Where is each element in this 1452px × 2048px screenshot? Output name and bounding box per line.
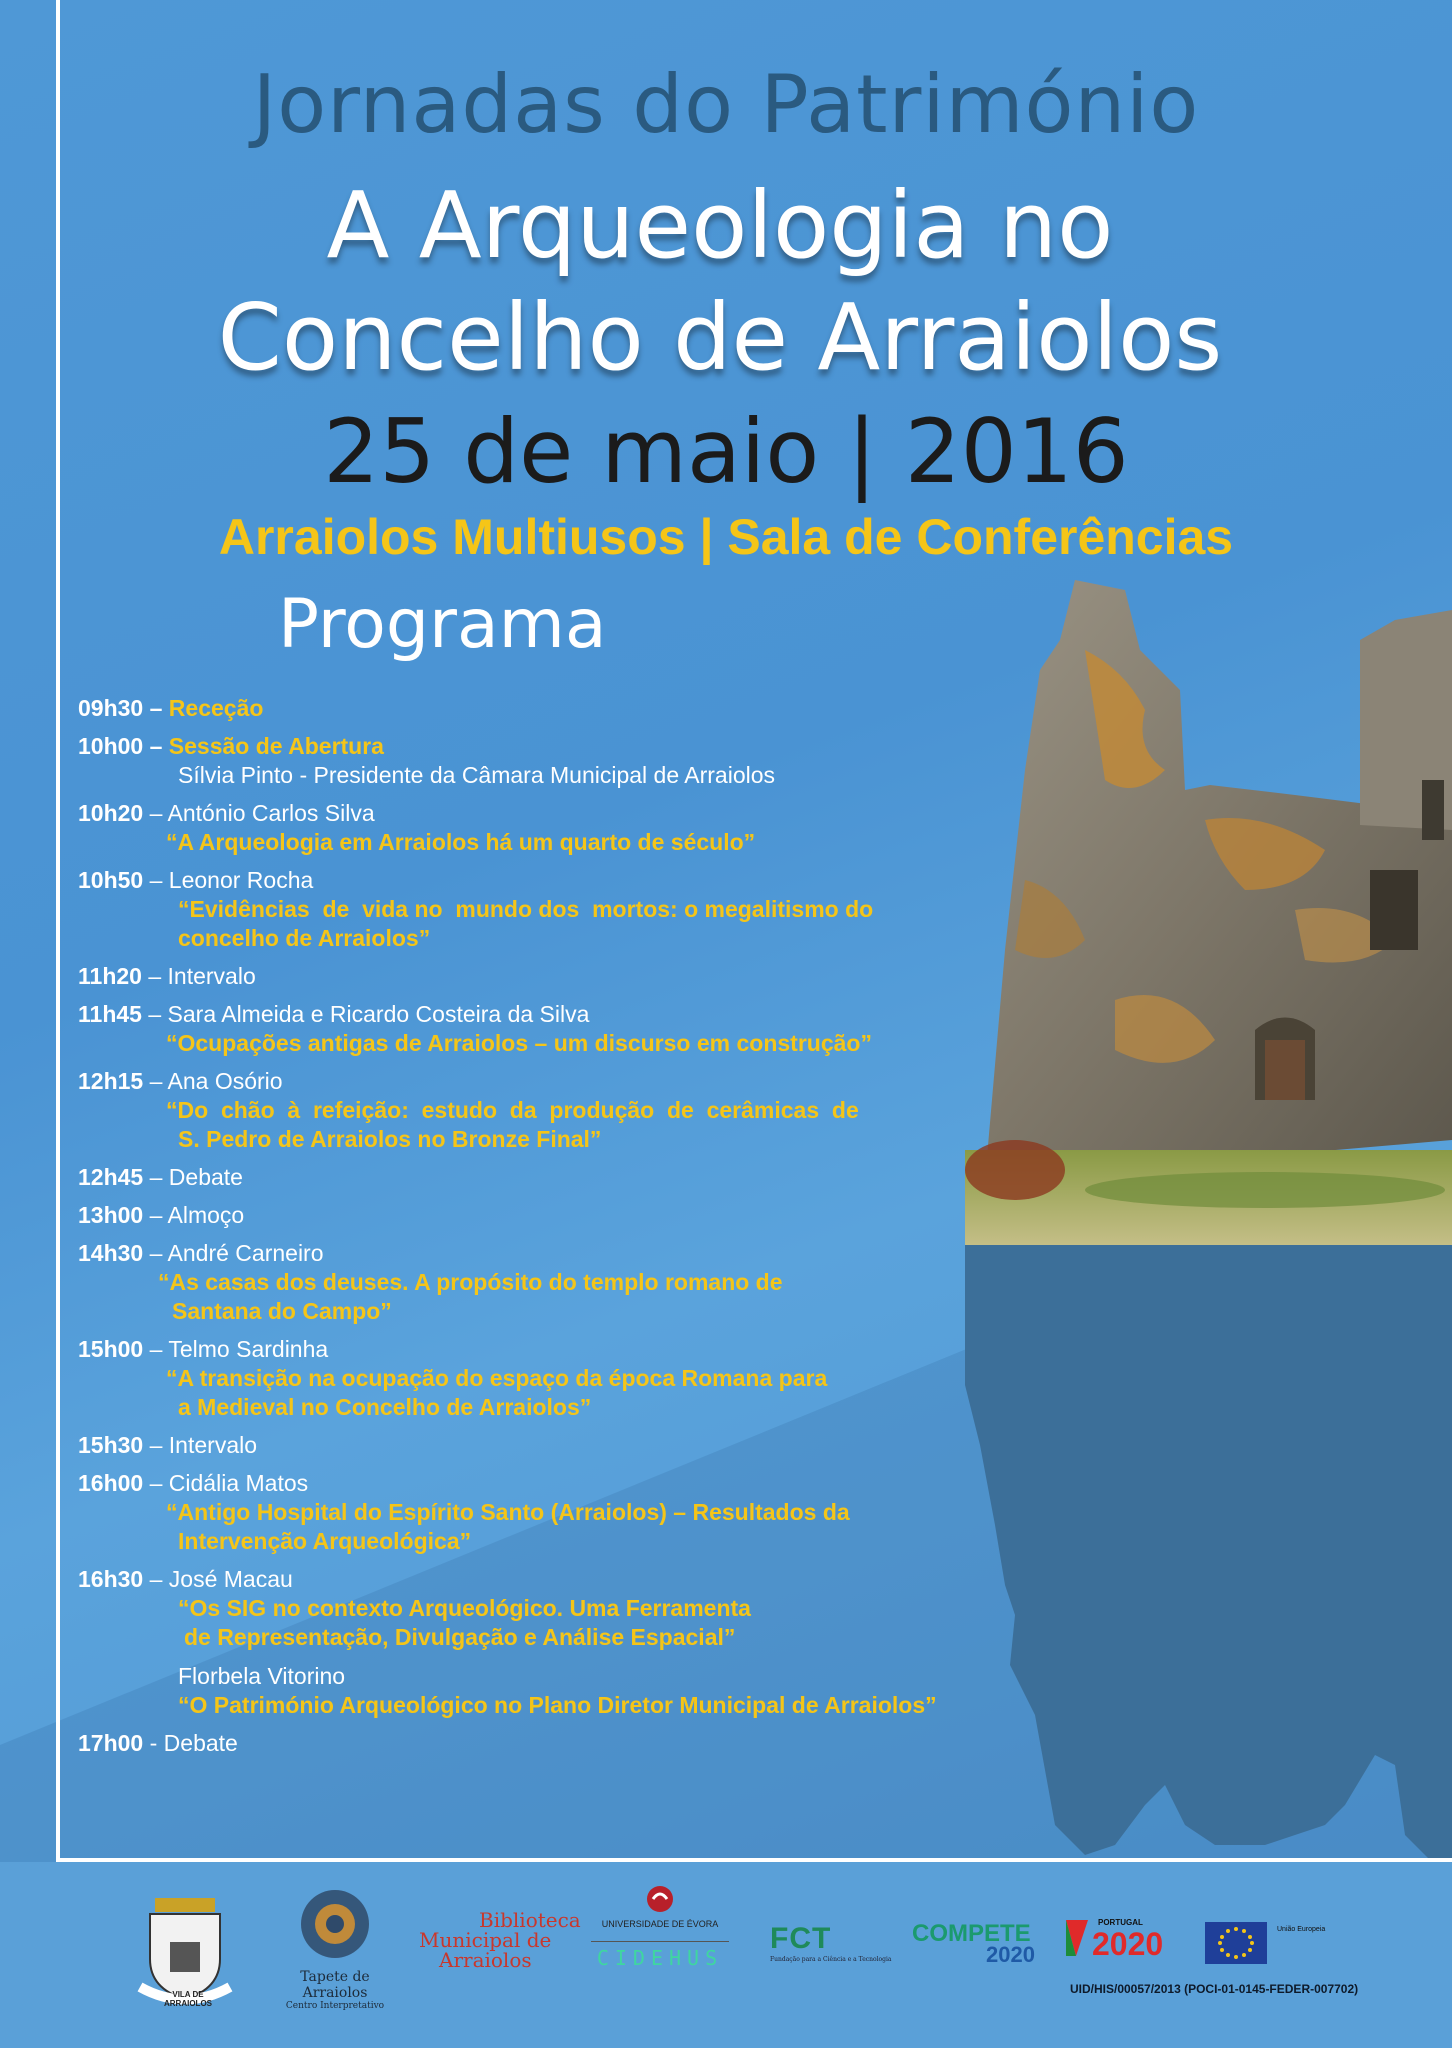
talk-title-line: de Representação, Divulgação e Análise Espacial”: [184, 1624, 736, 1650]
compete-2020-logo: [912, 1920, 1052, 1980]
schedule-detail: Sílvia Pinto - Presidente da Câmara Municipal de Arraiolos: [178, 762, 776, 788]
funding-reference: UID/HIS/00057/2013 (POCI-01-0145-FEDER-007702): [1070, 1982, 1359, 1996]
schedule-sep: –: [143, 1336, 169, 1362]
uevora-cidehus-logo: [585, 1884, 735, 2034]
schedule-title: Debate: [163, 1730, 238, 1756]
biblioteca-word1: Biblioteca: [479, 1908, 581, 1932]
schedule-speaker: Telmo Sardinha: [168, 1336, 329, 1362]
tapete-subtitle: Centro Interpretativo: [285, 2001, 385, 2011]
talk-title-line: “Evidências de vida no mundo dos mortos: o megalitismo do: [178, 896, 874, 922]
event-venue: Arraiolos Multiusos | Sala de Conferências: [218, 509, 1234, 565]
schedule-sep: –: [141, 1001, 168, 1027]
schedule-title: Intervalo: [167, 963, 256, 989]
schedule-speaker: André Carneiro: [167, 1240, 324, 1266]
schedule-item: [78, 732, 978, 790]
arraiolos-crest-logo: [130, 1892, 240, 2012]
fct-logo: [770, 1922, 900, 1982]
uevora-label: UNIVERSIDADE DE ÉVORA: [601, 1919, 719, 1929]
uevora-emblem-icon: [645, 1884, 675, 1914]
sponsor-logos: [0, 1862, 1452, 2048]
schedule-time: 10h50: [78, 867, 144, 893]
schedule-item: [78, 1729, 978, 1758]
schedule-sep: –: [141, 963, 168, 989]
schedule-time: 13h00: [78, 1202, 144, 1228]
schedule-sep: –: [143, 800, 168, 826]
fct-subtitle: Fundação para a Ciência e a Tecnologia: [770, 1956, 892, 1963]
crest-label: VILA DE ARRAIOLOS: [164, 1990, 212, 2008]
schedule-sep: -: [143, 1730, 164, 1756]
schedule-time: 15h00: [78, 1336, 144, 1362]
schedule-speaker: António Carlos Silva: [167, 800, 375, 826]
schedule-time: 10h00: [78, 733, 144, 759]
schedule-time: 10h20: [78, 800, 144, 826]
talk-title-line: “O Património Arqueológico no Plano Diretor Municipal de Arraiolos”: [178, 1692, 937, 1718]
portugal-2020-logo: [1062, 1918, 1197, 1978]
schedule-item: [78, 1163, 978, 1192]
castle-ruin-photo: [965, 580, 1452, 1250]
schedule-time: 16h30: [78, 1566, 144, 1592]
portugal-label: PORTUGAL: [1098, 1918, 1143, 1927]
talk-title-line: Santana do Campo”: [172, 1298, 392, 1324]
talk-title-line: “Os SIG no contexto Arqueológico. Uma Ferramenta: [178, 1595, 751, 1621]
eu-label: União Europeia: [1277, 1926, 1326, 1933]
schedule-item: [78, 962, 978, 991]
schedule-time: 17h00: [78, 1730, 144, 1756]
schedule-item: [78, 1431, 978, 1460]
biblioteca-word2: Municipal: [419, 1928, 521, 1952]
schedule-time: 12h15: [78, 1068, 144, 1094]
tapete-logo: [270, 1884, 400, 2024]
schedule-sep: –: [143, 867, 169, 893]
event-main-title: [100, 170, 1340, 394]
schedule-sep: –: [143, 1202, 168, 1228]
schedule-sep: –: [143, 695, 169, 721]
talk-title-line: “A Arqueologia em Arraiolos há um quarto de século”: [166, 829, 756, 855]
schedule-time: 16h00: [78, 1470, 144, 1496]
schedule-title: Almoço: [167, 1202, 245, 1228]
schedule-sep: –: [143, 733, 169, 759]
schedule-sep: –: [143, 1566, 169, 1592]
compete-mark: COMPETE: [912, 1920, 1031, 1947]
schedule-time: 09h30: [78, 695, 144, 721]
event-series-title: Jornadas do Património: [252, 58, 1200, 151]
schedule-item: [78, 1239, 978, 1326]
schedule-item: [78, 799, 978, 857]
schedule-item: [78, 1469, 978, 1556]
schedule-time: 14h30: [78, 1240, 144, 1266]
cidehus-label: CIDEHUS: [596, 1946, 724, 1970]
left-border-rule: [56, 0, 60, 1862]
ruin-silhouette-shape: [965, 1245, 1452, 1865]
schedule-item: [78, 866, 978, 953]
biblioteca-word3: de: [526, 1928, 552, 1952]
biblioteca-word4: Arraiolos: [439, 1948, 532, 1972]
schedule-speaker: Sara Almeida e Ricardo Costeira da Silva: [167, 1001, 590, 1027]
schedule-sep: –: [143, 1432, 169, 1458]
eu-logo: [1205, 1922, 1355, 1972]
schedule-item: [78, 1067, 978, 1154]
compete-year: 2020: [986, 1942, 1035, 1967]
schedule-time: 11h20: [78, 963, 142, 989]
schedule-speaker: José Macau: [168, 1566, 293, 1592]
schedule-item: [78, 1201, 978, 1230]
event-date: 25 de maio | 2016: [323, 400, 1129, 503]
portugal-year: 2020: [1092, 1926, 1164, 1962]
program-heading: Programa: [278, 585, 607, 664]
tapete-emblem-icon: [295, 1884, 375, 1964]
main-title-line2: Concelho de Arraiolos: [217, 284, 1223, 391]
schedule-title: Sessão de Abertura: [168, 733, 384, 759]
biblioteca-logo: [415, 1908, 581, 2010]
schedule-title: Receção: [168, 695, 264, 721]
talk-title-line: “Antigo Hospital do Espírito Santo (Arraiolos) – Resultados da: [166, 1499, 850, 1525]
schedule-time: 12h45: [78, 1164, 144, 1190]
talk-title-line: a Medieval no Concelho de Arraiolos”: [178, 1394, 592, 1420]
talk-title-line: “Do chão à refeição: estudo da produção de cerâmicas de: [166, 1097, 859, 1123]
schedule-speaker: Cidália Matos: [168, 1470, 309, 1496]
schedule-speaker: Leonor Rocha: [168, 867, 314, 893]
schedule-sep: –: [143, 1240, 168, 1266]
schedule-time: 11h45: [78, 1001, 142, 1027]
schedule-title: Intervalo: [168, 1432, 258, 1458]
talk-title-line: Intervenção Arqueológica”: [178, 1528, 472, 1554]
schedule-sep: –: [143, 1164, 169, 1190]
schedule-item: [78, 694, 978, 723]
schedule-sep: –: [143, 1470, 169, 1496]
talk-title-line: S. Pedro de Arraiolos no Bronze Final”: [178, 1126, 602, 1152]
tapete-name: Tapete de Arraiolos: [300, 1969, 370, 2001]
schedule-item: [78, 1565, 978, 1720]
portugal-mark-icon: [1062, 1918, 1092, 1958]
fct-mark: FCT: [770, 1922, 832, 1955]
schedule-item: [78, 1335, 978, 1422]
talk-title-line: “Ocupações antigas de Arraiolos – um discurso em construção”: [166, 1030, 872, 1056]
schedule-item: [78, 1000, 978, 1058]
schedule-speaker: Florbela Vitorino: [178, 1663, 346, 1689]
schedule-speaker: Ana Osório: [167, 1068, 283, 1094]
talk-title-line: concelho de Arraiolos”: [178, 925, 431, 951]
main-title-line1: A Arqueologia no: [326, 172, 1114, 279]
program-schedule: [78, 694, 978, 1767]
talk-title-line: “As casas dos deuses. A propósito do templo romano de: [158, 1269, 783, 1295]
schedule-title: Debate: [168, 1164, 243, 1190]
talk-title-line: “A transição na ocupação do espaço da época Romana para: [166, 1365, 828, 1391]
schedule-time: 15h30: [78, 1432, 144, 1458]
schedule-sep: –: [143, 1068, 168, 1094]
eu-flag-icon: [1205, 1922, 1267, 1964]
